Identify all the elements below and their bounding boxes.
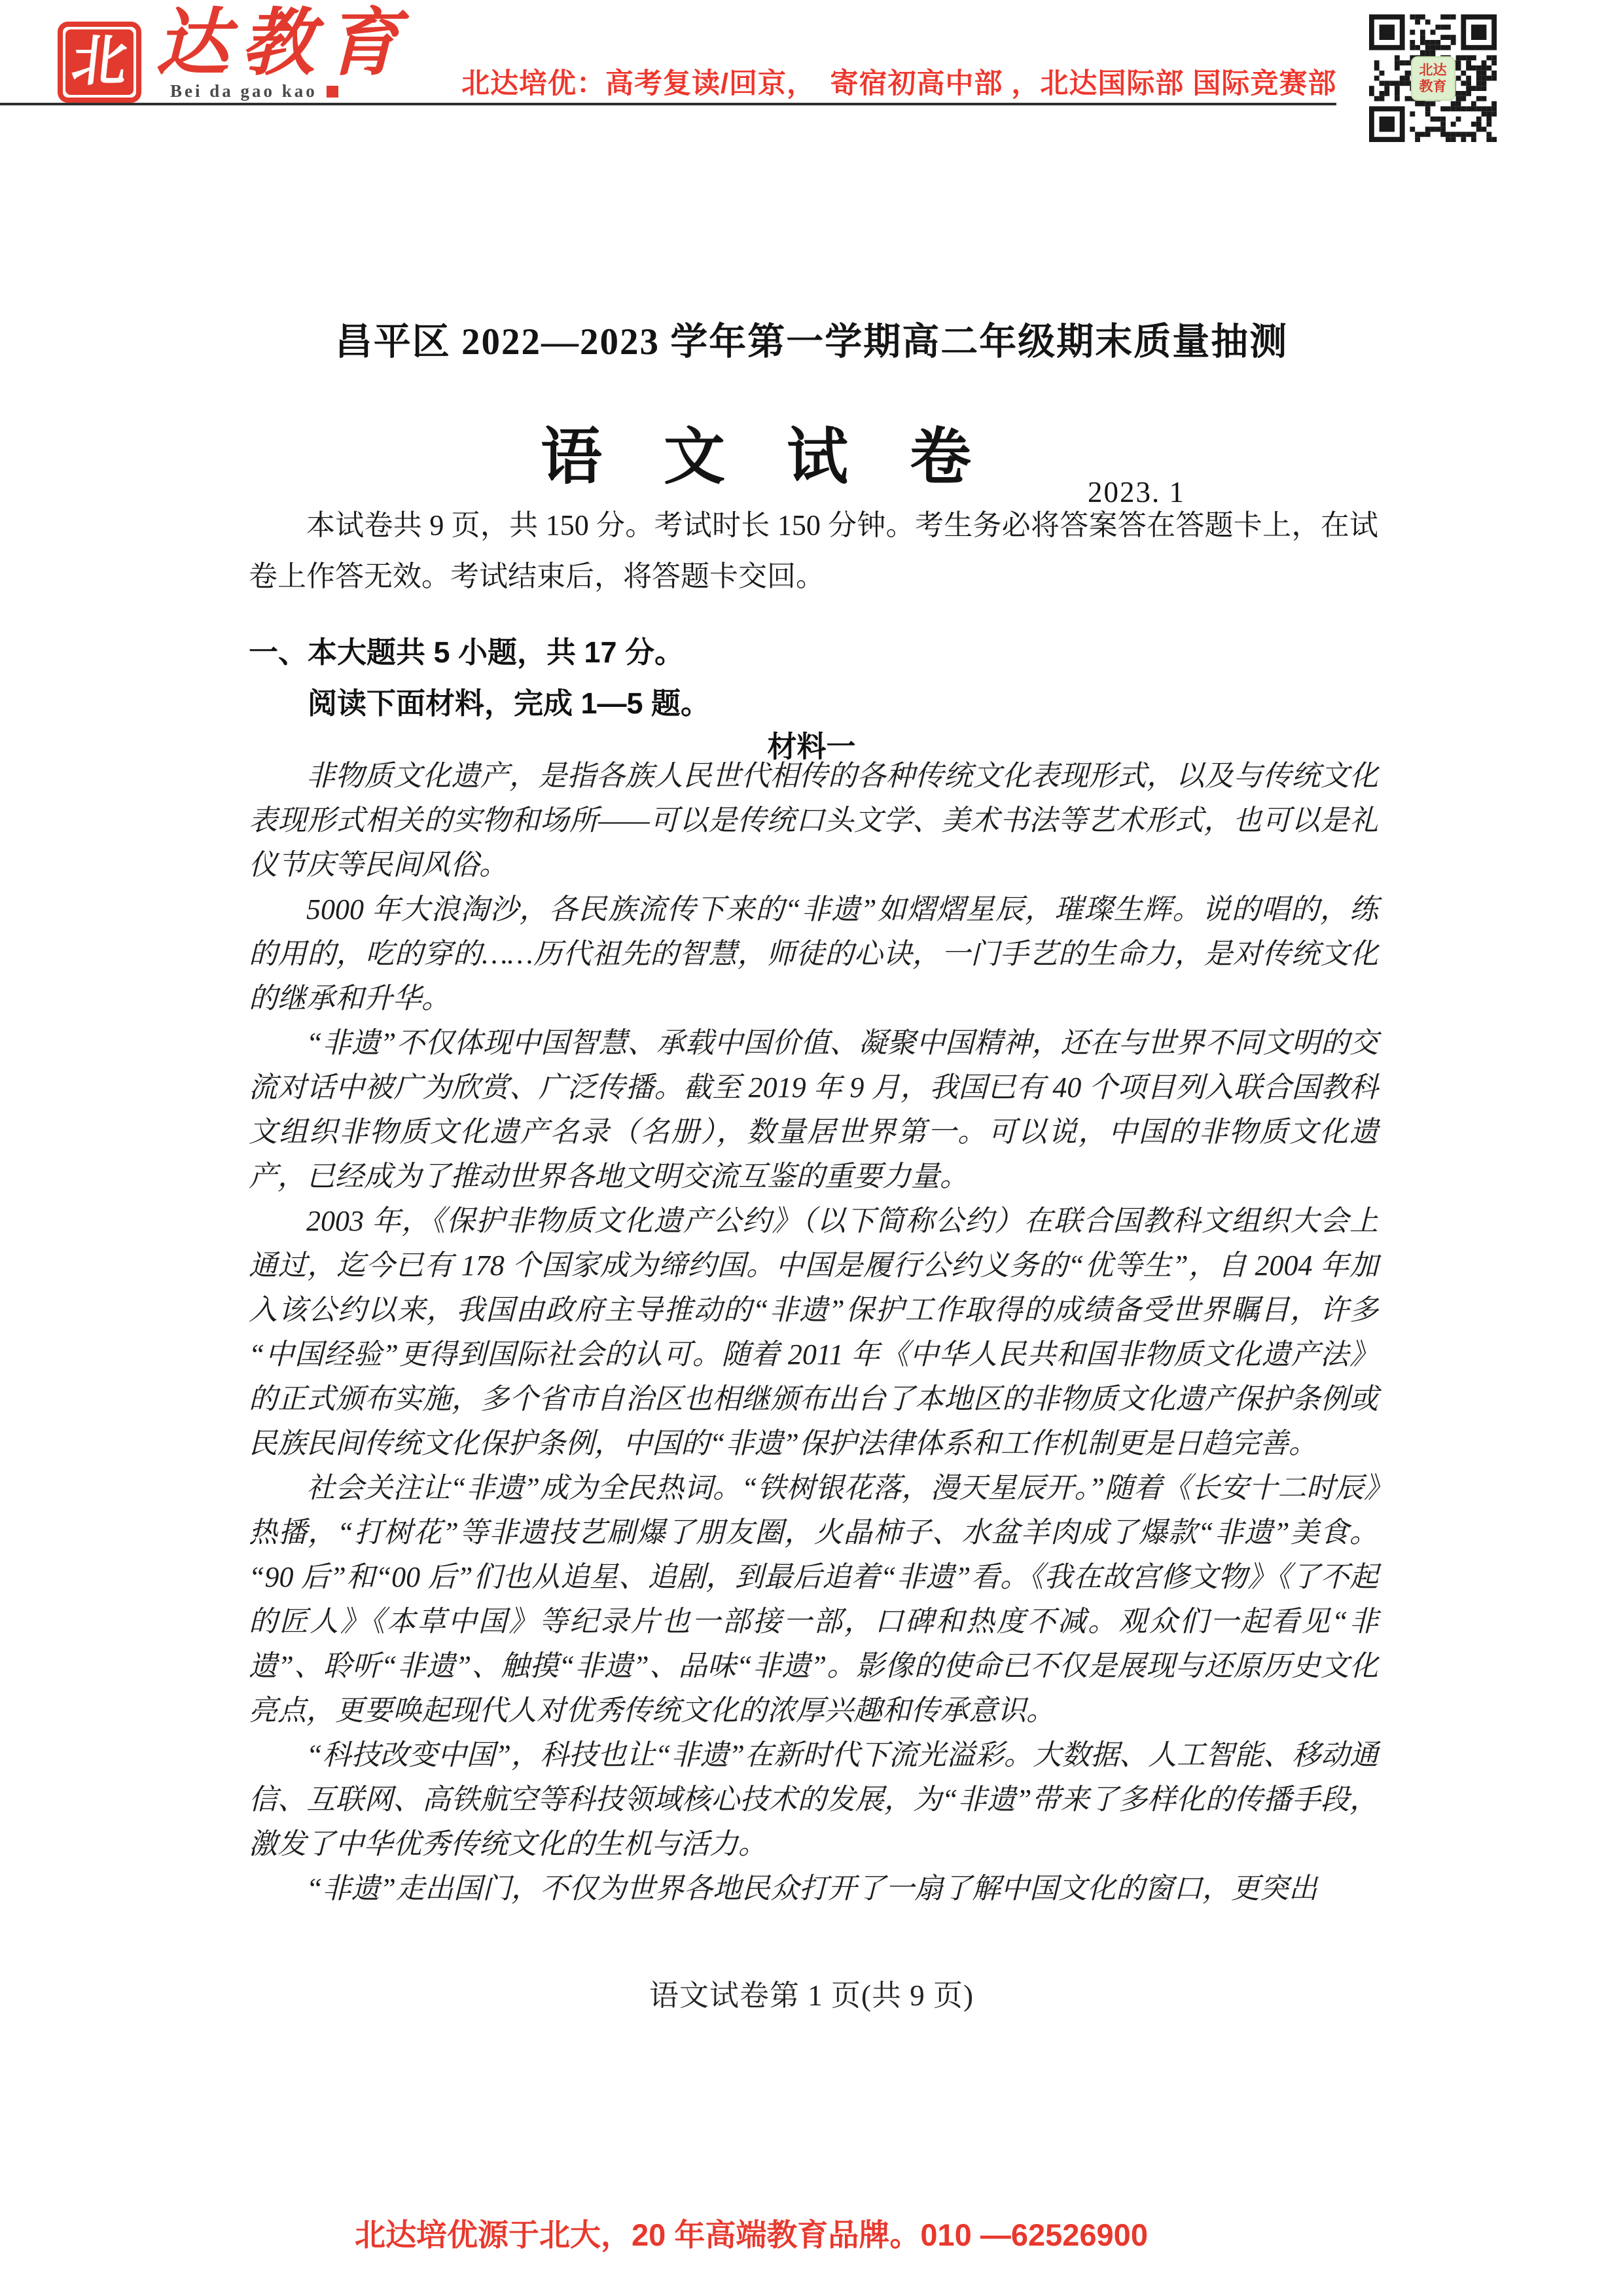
material-paragraph: 社会关注让“非遗”成为全民热词。“铁树银花落，漫天星辰开。”随着《长安十二时辰》热播，“打树花”等非遗技艺刷爆了朋友圈，火晶柿子、水盆羊肉成了爆款“非遗”美食。“90 后”和“00 后”们也从追星、追剧，到最后追着“非遗”看。《我在故宫修文物》《了不起的匠人》《本草中国》等纪录片也一部接一部，口碑和热度不减。观众们一起看见“非遗”、聆听“非遗”、触摸“非遗”、品味“非遗”。影像的使命已不仅是展现与还原历史文化亮点，更要唤起现代人对优秀传统文化的浓厚兴趣和传承意识。	[249, 1472, 1378, 1727]
masthead-divider	[0, 103, 1336, 105]
brand-seal-icon	[58, 22, 141, 103]
section-heading: 一、本大题共 5 小题，共 17 分。	[249, 636, 685, 669]
brand-subtitle	[170, 81, 338, 101]
material-label: 材料一	[767, 730, 856, 763]
material-paragraph: “非遗”走出国门，不仅为世界各地民众打开了一扇了解中国文化的窗口，更突出	[306, 1873, 1317, 1905]
material-body	[249, 754, 1378, 1911]
exam-title: 昌平区 2022—2023 学年第一学期高二年级期末质量抽测	[334, 321, 1289, 363]
subject-title: 语 文 试 卷	[540, 423, 971, 492]
material-paragraph: 非物质文化遗产，是指各族人民世代相传的各种传统文化表现形式，以及与传统文化表现形式相关的实物和场所——可以是传统口头文学、美术书法等艺术形式，也可以是礼仪节庆等民间风俗。	[249, 760, 1378, 881]
material-paragraph: 2003 年，《保护非物质文化遗产公约》（以下简称公约）在联合国教科文组织大会上通过，迄今已有 178 个国家成为缔约国。中国是履行公约义务的“优等生”，自 2004 年加入该公约以来，我国由政府主导推动的“非遗”保护工作取得的成绩备受世界瞩目，许多“中国经验”更得到国际社会的认可。随着 2011 年《中华人民共和国非物质文化遗产法》的正式颁布实施，多个省市自治区也相继颁布出台了本地区的非物质文化遗产保护条例或民族民间传统文化保护条例，中国的“非遗”保护法律体系和工作机制更是日趋完善。	[249, 1205, 1378, 1460]
material-paragraph: 5000 年大浪淘沙，各民族流传下来的“非遗”如熠熠星辰，璀璨生辉。说的唱的，练的用的，吃的穿的……历代祖先的智慧，师徒的心诀，一门手艺的生命力，是对传统文化的继承和升华。	[249, 893, 1378, 1014]
brand-subtitle-text: Bei da gao kao	[170, 81, 317, 101]
header-tagline: 北达培优：高考复读/回京， 寄宿初高中部 ，北达国际部 国际竞赛部	[461, 68, 1337, 99]
qr-label-line2: 教育	[1419, 78, 1447, 94]
exam-date: 2023. 1	[1088, 476, 1185, 509]
red-square-icon	[327, 86, 338, 98]
qr-label-line1: 北达	[1419, 62, 1447, 79]
qr-center-label	[1411, 56, 1455, 101]
page-number-footer: 语文试卷第 1 页(共 9 页)	[649, 1979, 974, 2012]
brand-wordmark: 达教育	[156, 3, 411, 84]
exam-instructions: 本试卷共 9 页，共 150 分。考试时长 150 分钟。考生务必将答案答在答题卡上，在试卷上作答无效。考试结束后，将答题卡交回。	[249, 509, 1378, 592]
section-subheading: 阅读下面材料，完成 1—5 题。	[308, 687, 711, 720]
qr-code	[1369, 14, 1497, 142]
material-paragraph: “非遗”不仅体现中国智慧、承载中国价值、凝聚中国精神，还在与世界不同文明的交流对话中被广为欣赏、广泛传播。截至 2019 年 9 月，我国已有 40 个项目列入联合国教科文组织非物质文化遗产名录（名册），数量居世界第一。可以说，中国的非物质文化遗产，已经成为了推动世界各地文明交流互鉴的重要力量。	[249, 1027, 1378, 1193]
promo-footer: 北达培优源于北大，20 年高端教育品牌。010 —62526900	[355, 2217, 1148, 2252]
seal-character: 北	[69, 31, 130, 92]
material-paragraph: “科技改变中国”，科技也让“非遗”在新时代下流光溢彩。大数据、人工智能、移动通信、互联网、高铁航空等科技领域核心技术的发展，为“非遗”带来了多样化的传播手段，激发了中华优秀传统文化的生机与活力。	[249, 1739, 1378, 1860]
brand-seal-inner	[65, 29, 134, 95]
